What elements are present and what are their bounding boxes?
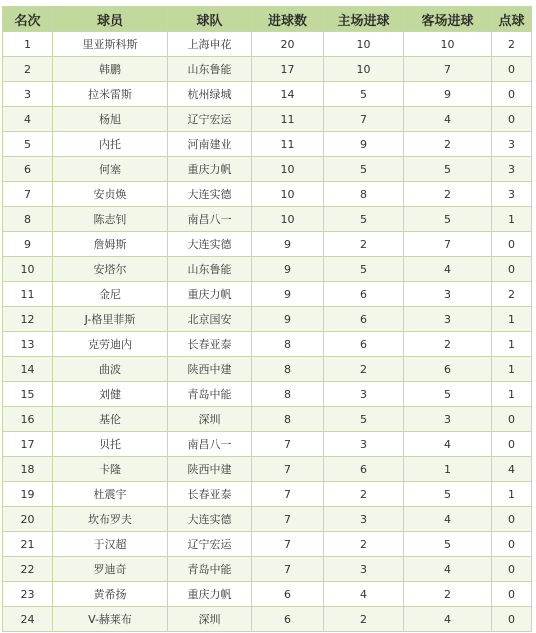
cell-team: 南昌八一	[168, 432, 252, 457]
cell-team: 陕西中建	[168, 457, 252, 482]
cell-goals: 10	[252, 157, 324, 182]
cell-goals: 8	[252, 332, 324, 357]
table-row	[3, 407, 532, 432]
cell-away-goals: 3	[404, 282, 492, 307]
cell-away-goals: 4	[404, 107, 492, 132]
cell-penalties: 1	[492, 207, 532, 232]
cell-away-goals: 4	[404, 257, 492, 282]
cell-goals: 14	[252, 82, 324, 107]
table-row	[3, 607, 532, 632]
cell-rank: 21	[3, 532, 53, 557]
cell-home-goals: 5	[324, 207, 404, 232]
cell-goals: 7	[252, 482, 324, 507]
cell-away-goals: 7	[404, 232, 492, 257]
cell-team: 辽宁宏运	[168, 107, 252, 132]
header-row	[3, 7, 532, 32]
cell-rank: 18	[3, 457, 53, 482]
cell-rank: 14	[3, 357, 53, 382]
cell-team: 深圳	[168, 607, 252, 632]
cell-player: 基伦	[53, 407, 168, 432]
cell-player: 卡隆	[53, 457, 168, 482]
cell-away-goals: 4	[404, 507, 492, 532]
cell-penalties: 0	[492, 232, 532, 257]
cell-penalties: 3	[492, 132, 532, 157]
cell-goals: 6	[252, 607, 324, 632]
cell-player: 金尼	[53, 282, 168, 307]
cell-home-goals: 2	[324, 482, 404, 507]
cell-home-goals: 6	[324, 282, 404, 307]
cell-home-goals: 6	[324, 457, 404, 482]
cell-rank: 3	[3, 82, 53, 107]
cell-rank: 22	[3, 557, 53, 582]
cell-player: 于汉超	[53, 532, 168, 557]
cell-away-goals: 2	[404, 582, 492, 607]
table-row	[3, 207, 532, 232]
cell-rank: 8	[3, 207, 53, 232]
table-row	[3, 507, 532, 532]
cell-penalties: 0	[492, 582, 532, 607]
cell-player: 安塔尔	[53, 257, 168, 282]
cell-away-goals: 5	[404, 207, 492, 232]
cell-away-goals: 5	[404, 382, 492, 407]
table-row	[3, 32, 532, 57]
table-row	[3, 182, 532, 207]
cell-penalties: 2	[492, 32, 532, 57]
cell-rank: 9	[3, 232, 53, 257]
cell-goals: 11	[252, 132, 324, 157]
cell-away-goals: 3	[404, 307, 492, 332]
cell-rank: 12	[3, 307, 53, 332]
cell-away-goals: 10	[404, 32, 492, 57]
cell-rank: 6	[3, 157, 53, 182]
table-row	[3, 482, 532, 507]
cell-player: 安贞焕	[53, 182, 168, 207]
cell-player: 克劳迪内	[53, 332, 168, 357]
cell-goals: 17	[252, 57, 324, 82]
cell-team: 杭州绿城	[168, 82, 252, 107]
cell-player: 刘健	[53, 382, 168, 407]
cell-player: 罗迪奇	[53, 557, 168, 582]
cell-penalties: 0	[492, 82, 532, 107]
cell-player: V-赫莱布	[53, 607, 168, 632]
cell-rank: 17	[3, 432, 53, 457]
cell-rank: 11	[3, 282, 53, 307]
header-penalties: 点球	[492, 7, 532, 32]
table-row	[3, 457, 532, 482]
cell-away-goals: 2	[404, 332, 492, 357]
cell-rank: 10	[3, 257, 53, 282]
cell-away-goals: 1	[404, 457, 492, 482]
cell-team: 青岛中能	[168, 557, 252, 582]
cell-player: 何塞	[53, 157, 168, 182]
table-header	[3, 7, 532, 32]
cell-away-goals: 5	[404, 532, 492, 557]
cell-player: 陈志钊	[53, 207, 168, 232]
header-goals: 进球数	[252, 7, 324, 32]
table-row	[3, 432, 532, 457]
cell-penalties: 0	[492, 57, 532, 82]
cell-away-goals: 6	[404, 357, 492, 382]
header-team: 球队	[168, 7, 252, 32]
cell-home-goals: 3	[324, 557, 404, 582]
cell-penalties: 0	[492, 607, 532, 632]
cell-player: 黄希扬	[53, 582, 168, 607]
cell-goals: 9	[252, 307, 324, 332]
cell-home-goals: 2	[324, 532, 404, 557]
cell-home-goals: 5	[324, 157, 404, 182]
cell-penalties: 1	[492, 382, 532, 407]
cell-player: 贝托	[53, 432, 168, 457]
cell-goals: 8	[252, 357, 324, 382]
cell-team: 河南建业	[168, 132, 252, 157]
cell-team: 大连实德	[168, 232, 252, 257]
cell-home-goals: 2	[324, 607, 404, 632]
table-row	[3, 557, 532, 582]
cell-away-goals: 3	[404, 407, 492, 432]
cell-team: 大连实德	[168, 507, 252, 532]
cell-home-goals: 3	[324, 432, 404, 457]
cell-team: 辽宁宏运	[168, 532, 252, 557]
cell-penalties: 4	[492, 457, 532, 482]
cell-penalties: 0	[492, 257, 532, 282]
cell-goals: 9	[252, 232, 324, 257]
cell-goals: 6	[252, 582, 324, 607]
cell-team: 长春亚泰	[168, 332, 252, 357]
cell-home-goals: 10	[324, 32, 404, 57]
cell-goals: 9	[252, 282, 324, 307]
cell-player: 坎布罗夫	[53, 507, 168, 532]
header-away-goals: 客场进球	[404, 7, 492, 32]
cell-team: 重庆力帆	[168, 282, 252, 307]
cell-player: 内托	[53, 132, 168, 157]
cell-goals: 11	[252, 107, 324, 132]
cell-player: 曲波	[53, 357, 168, 382]
cell-player: 杨旭	[53, 107, 168, 132]
cell-player: 詹姆斯	[53, 232, 168, 257]
cell-goals: 7	[252, 432, 324, 457]
header-home-goals: 主场进球	[324, 7, 404, 32]
cell-home-goals: 5	[324, 82, 404, 107]
cell-home-goals: 8	[324, 182, 404, 207]
cell-player: J-格里菲斯	[53, 307, 168, 332]
cell-player: 里亚斯科斯	[53, 32, 168, 57]
cell-penalties: 3	[492, 182, 532, 207]
cell-home-goals: 9	[324, 132, 404, 157]
cell-home-goals: 10	[324, 57, 404, 82]
header-rank: 名次	[3, 7, 53, 32]
table-row	[3, 257, 532, 282]
cell-goals: 9	[252, 257, 324, 282]
cell-team: 长春亚泰	[168, 482, 252, 507]
cell-penalties: 0	[492, 432, 532, 457]
cell-team: 上海申花	[168, 32, 252, 57]
cell-home-goals: 6	[324, 332, 404, 357]
cell-goals: 7	[252, 457, 324, 482]
cell-goals: 10	[252, 207, 324, 232]
table-body	[3, 32, 532, 632]
cell-goals: 20	[252, 32, 324, 57]
table-row	[3, 132, 532, 157]
cell-rank: 19	[3, 482, 53, 507]
cell-team: 南昌八一	[168, 207, 252, 232]
cell-rank: 13	[3, 332, 53, 357]
cell-penalties: 1	[492, 357, 532, 382]
cell-rank: 16	[3, 407, 53, 432]
cell-away-goals: 2	[404, 132, 492, 157]
cell-penalties: 2	[492, 282, 532, 307]
cell-rank: 4	[3, 107, 53, 132]
table-row	[3, 107, 532, 132]
header-player: 球员	[53, 7, 168, 32]
cell-rank: 15	[3, 382, 53, 407]
cell-away-goals: 5	[404, 482, 492, 507]
table-row	[3, 357, 532, 382]
cell-penalties: 3	[492, 157, 532, 182]
cell-away-goals: 2	[404, 182, 492, 207]
cell-goals: 7	[252, 557, 324, 582]
cell-home-goals: 3	[324, 382, 404, 407]
cell-home-goals: 5	[324, 257, 404, 282]
cell-team: 陕西中建	[168, 357, 252, 382]
cell-penalties: 0	[492, 507, 532, 532]
cell-player: 杜震宇	[53, 482, 168, 507]
cell-team: 重庆力帆	[168, 582, 252, 607]
table-row	[3, 382, 532, 407]
table-row	[3, 157, 532, 182]
cell-team: 山东鲁能	[168, 257, 252, 282]
cell-goals: 7	[252, 507, 324, 532]
cell-penalties: 0	[492, 557, 532, 582]
cell-team: 深圳	[168, 407, 252, 432]
cell-team: 北京国安	[168, 307, 252, 332]
cell-penalties: 1	[492, 332, 532, 357]
table-row	[3, 532, 532, 557]
cell-home-goals: 2	[324, 232, 404, 257]
cell-home-goals: 4	[324, 582, 404, 607]
cell-away-goals: 4	[404, 432, 492, 457]
top-scorers-table	[2, 6, 532, 632]
cell-home-goals: 2	[324, 357, 404, 382]
cell-team: 大连实德	[168, 182, 252, 207]
cell-away-goals: 9	[404, 82, 492, 107]
cell-goals: 10	[252, 182, 324, 207]
cell-away-goals: 4	[404, 607, 492, 632]
cell-penalties: 1	[492, 307, 532, 332]
cell-home-goals: 5	[324, 407, 404, 432]
cell-player: 韩鹏	[53, 57, 168, 82]
cell-penalties: 0	[492, 407, 532, 432]
cell-team: 重庆力帆	[168, 157, 252, 182]
cell-rank: 20	[3, 507, 53, 532]
cell-away-goals: 5	[404, 157, 492, 182]
table-row	[3, 82, 532, 107]
cell-rank: 7	[3, 182, 53, 207]
cell-penalties: 1	[492, 482, 532, 507]
table-row	[3, 232, 532, 257]
cell-goals: 8	[252, 407, 324, 432]
cell-home-goals: 6	[324, 307, 404, 332]
cell-home-goals: 7	[324, 107, 404, 132]
table-row	[3, 582, 532, 607]
cell-penalties: 0	[492, 107, 532, 132]
table-row	[3, 332, 532, 357]
cell-team: 青岛中能	[168, 382, 252, 407]
table-row	[3, 307, 532, 332]
cell-goals: 7	[252, 532, 324, 557]
cell-penalties: 0	[492, 532, 532, 557]
cell-team: 山东鲁能	[168, 57, 252, 82]
cell-player: 拉米雷斯	[53, 82, 168, 107]
table-row	[3, 57, 532, 82]
cell-goals: 8	[252, 382, 324, 407]
cell-rank: 23	[3, 582, 53, 607]
cell-away-goals: 4	[404, 557, 492, 582]
cell-home-goals: 3	[324, 507, 404, 532]
cell-away-goals: 7	[404, 57, 492, 82]
cell-rank: 2	[3, 57, 53, 82]
table-row	[3, 282, 532, 307]
cell-rank: 1	[3, 32, 53, 57]
cell-rank: 5	[3, 132, 53, 157]
cell-rank: 24	[3, 607, 53, 632]
